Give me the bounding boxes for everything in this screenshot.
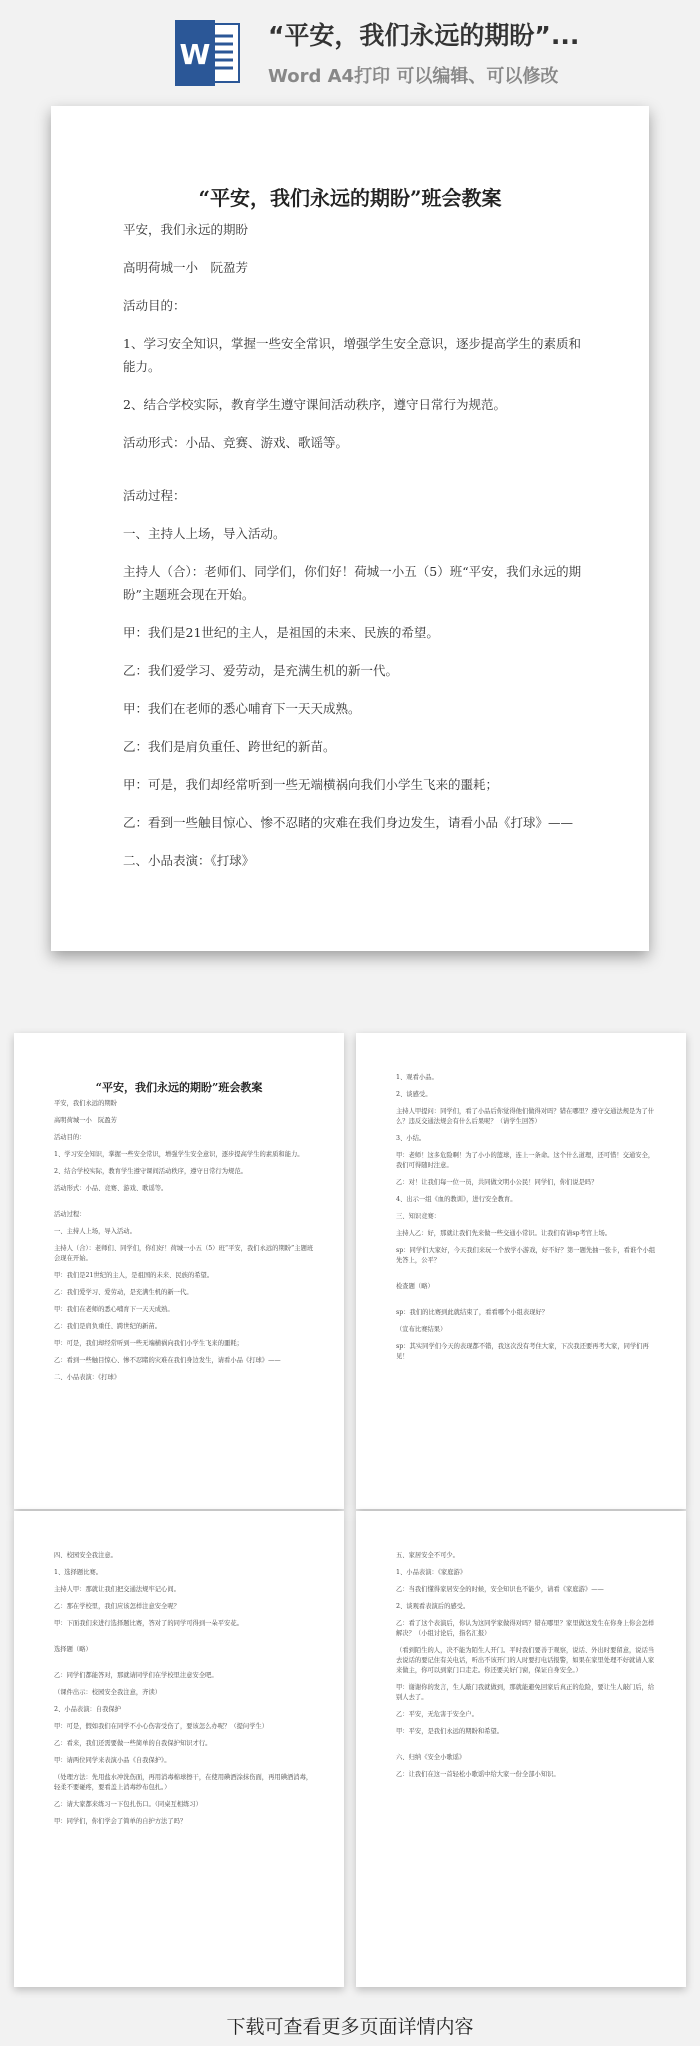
thumbnail-body xyxy=(396,1551,658,1787)
thumb-paragraph: 主持人（合）：老师们、同学们，你们好！荷城一小五（5）班“平安，我们永远的期盼”主题班会现在开始。 xyxy=(54,1245,314,1262)
thumb-paragraph: 乙：我们是肩负重任、跨世纪的新苗。 xyxy=(54,1323,162,1330)
doc-paragraph: 甲：我们是21世纪的主人，是祖国的未来、民族的希望。 xyxy=(123,625,439,640)
thumb-paragraph: 2、谈感受。 xyxy=(396,1091,432,1098)
thumb-paragraph: （看到陌生的人，决不能为陌生人开门。平时我们要善于观察，说话、外出时要留意，说话当去说话的要记住有关电话，听出不该开门的人时要打电话报警，如果在家里处理不好就请人家来做主，你可以到家门口走走。你还要关好门窗，保证自身安全。） xyxy=(396,1647,655,1674)
thumb-paragraph: sp：同学们大家好，今天我们来玩一个放学小游戏，好不好？第一题先抽一张卡，看谁个小组先答上，公平？ xyxy=(396,1247,656,1264)
thumbnail-body xyxy=(54,1099,316,1390)
thumb-paragraph: sp：其实同学们今天的表现都不错，我这次没有考住大家，下次我还要再考大家，同学们再见！ xyxy=(396,1343,649,1360)
thumb-paragraph: 一、主持人上场，导入活动。 xyxy=(54,1228,136,1235)
thumb-paragraph: 2、谈观看表演后的感受。 xyxy=(396,1603,470,1610)
thumb-paragraph: 乙：同学们都能答对，那就请同学们在学校里注意安全吧。 xyxy=(54,1672,218,1679)
doc-paragraph: 乙：我们爱学习、爱劳动，是充满生机的新一代。 xyxy=(123,663,399,678)
thumb-paragraph: 1、选择题比赛。 xyxy=(54,1569,103,1576)
thumb-paragraph: 主持人甲提问：同学们，看了小品后你觉得他们做得对吗？错在哪里？遵守交通法规是为了什么？违反交通法规会有什么后果呢？（请学生回答） xyxy=(396,1108,655,1125)
page-header xyxy=(0,0,700,100)
thumb-paragraph: 三、知识竞赛： xyxy=(396,1213,441,1220)
thumb-paragraph: （课件出示：校园安全我注意，齐读） xyxy=(54,1689,162,1696)
thumb-paragraph: 甲：可是，我们却经常听到一些无端横祸向我们小学生飞来的噩耗； xyxy=(54,1340,243,1347)
doc-paragraph: 甲：我们在老师的悉心哺育下一天天成熟。 xyxy=(123,701,361,716)
doc-paragraph: 活动过程： xyxy=(123,488,186,503)
doc-paragraph: 二、小品表演：《打球》 xyxy=(123,853,255,868)
thumb-paragraph: 六、归纳《安全小歌谣》 xyxy=(396,1754,466,1761)
thumb-paragraph: 乙：那在学校里，我们应该怎样注意安全呢？ xyxy=(54,1603,180,1610)
thumb-paragraph: 选择题（略） xyxy=(54,1646,92,1653)
thumb-paragraph: 乙：对！让我们每一位一员，共同做文明小公民！同学们，你们说是吗？ xyxy=(396,1179,598,1186)
doc-paragraph: 主持人（合）：老师们、同学们，你们好！荷城一小五（5）班“平安，我们永远的期盼”主题班会现在开始。 xyxy=(123,564,582,602)
thumb-paragraph: 活动过程： xyxy=(54,1211,86,1218)
thumb-paragraph: 检查题（略） xyxy=(396,1283,434,1290)
thumb-paragraph: 二、小品表演：《打球》 xyxy=(54,1374,121,1381)
thumb-paragraph: 活动目的： xyxy=(54,1134,86,1141)
page-thumbnail-4[interactable] xyxy=(356,1511,686,1987)
thumb-paragraph: 甲：我们在老师的悉心哺育下一天天成熟。 xyxy=(54,1306,174,1313)
thumbnail-title: “平安，我们永远的期盼”班会教案 xyxy=(95,1081,263,1094)
thumb-paragraph: 1、小品表演：《家庭游》 xyxy=(396,1569,467,1576)
thumb-paragraph: 1、观看小品。 xyxy=(396,1074,438,1081)
thumb-paragraph: 四、校园安全我注意。 xyxy=(54,1552,117,1559)
thumb-paragraph: 乙：让我们在这一首轻松小歌谣中给大家一份全部小知识。 xyxy=(396,1771,560,1778)
doc-paragraph: 活动形式：小品、竞赛、游戏、歌谣等。 xyxy=(123,435,349,450)
thumbnail-body xyxy=(54,1551,316,1834)
thumb-paragraph: 甲：下面我们来进行选择题比赛，答对了的同学可得到一朵平安花。 xyxy=(54,1620,243,1627)
page-subtitle: Word A4打印 可以编辑、可以修改 xyxy=(268,66,559,87)
thumb-paragraph: 2、结合学校实际，教育学生遵守课间活动秩序，遵守日常行为规范。 xyxy=(54,1168,247,1175)
more-pages-link[interactable]: 下载可查看更多页面详情内容 xyxy=(226,2016,474,2038)
page-title: “平安，我们永远的期盼”... xyxy=(268,21,580,50)
thumb-paragraph: 主持人甲：那就让我们把交通法规牢记心间。 xyxy=(54,1586,180,1593)
document-title: “平安，我们永远的期盼”班会教案 xyxy=(198,186,502,210)
thumb-paragraph: 乙：当我们懂得家居安全的时候，安全知识也不能少，请看《家庭游》—— xyxy=(396,1586,604,1593)
thumb-paragraph: 甲：老师！这多危险啊！为了小小的篮球，连上一条命。这个什么道理，还可惜！交通安全，我们可得随时注意。 xyxy=(396,1152,655,1169)
page-thumbnail-1[interactable] xyxy=(14,1033,344,1509)
thumb-paragraph: 甲：同学们，你们学会了简单的自护方法了吗？ xyxy=(54,1818,187,1825)
document-page-main xyxy=(51,106,649,951)
doc-paragraph: 一、主持人上场，导入活动。 xyxy=(123,526,286,541)
thumb-paragraph: （处理方法：先用盐水冲洗伤面，再用消毒棉球擦干，在使用碘酒涂抹伤面，再用碘酒消毒，轻柔不要碰疼，要看盖上消毒纱布包扎。） xyxy=(54,1774,313,1791)
thumbnail-body xyxy=(396,1073,658,1369)
doc-paragraph: 乙：我们是肩负重任、跨世纪的新苗。 xyxy=(123,739,336,754)
document-body xyxy=(123,218,593,887)
thumb-paragraph: sp：我们的比赛到此就结束了，看看哪个小组表现好？ xyxy=(396,1309,549,1316)
doc-paragraph: 甲：可是，我们却经常听到一些无端横祸向我们小学生飞来的噩耗； xyxy=(123,777,499,792)
word-doc-icon xyxy=(175,20,241,86)
thumb-paragraph: 乙：请大家都来练习一下包扎伤口。（同桌互相练习） xyxy=(54,1801,202,1808)
thumb-paragraph: 乙：平安，无危害于安全户。 xyxy=(396,1711,478,1718)
thumb-paragraph: 2、小品表演：自我保护 xyxy=(54,1706,121,1713)
thumb-paragraph: 高明荷城一小 阮盈芳 xyxy=(54,1117,117,1124)
thumb-paragraph: 甲：谢谢你的发言，生人敲门我就做到，那就能避免回家后真正的危险，要让生人敲门后，给别人去了。 xyxy=(396,1684,655,1701)
thumb-paragraph: 3、小结。 xyxy=(396,1135,426,1142)
doc-paragraph: 1、学习安全知识，掌握一些安全常识，增强学生安全意识，逐步提高学生的素质和能力。 xyxy=(123,336,581,374)
thumb-paragraph: 1、学习安全知识，掌握一些安全常识，增强学生安全意识，逐步提高学生的素质和能力。 xyxy=(54,1151,304,1158)
thumb-paragraph: 五、家居安全不可少。 xyxy=(396,1552,459,1559)
word-icon-letter: W xyxy=(179,38,211,71)
doc-paragraph: 平安，我们永远的期盼 xyxy=(123,222,249,237)
thumb-paragraph: 平安，我们永远的期盼 xyxy=(54,1100,117,1107)
thumb-paragraph: 甲：我们是21世纪的主人，是祖国的未来、民族的希望。 xyxy=(54,1272,214,1279)
doc-paragraph: 高明荷城一小 阮盈芳 xyxy=(123,260,249,275)
thumb-paragraph: （宣布比赛结果） xyxy=(396,1326,447,1333)
thumb-paragraph: 乙：看了这个表演后，你认为这同学家做得对吗？错在哪里？家里做这发生在你身上你会怎样解决？（小组讨论后，指名汇报） xyxy=(396,1620,655,1637)
doc-paragraph: 活动目的： xyxy=(123,298,186,313)
thumb-paragraph: 甲：请两位同学来表演小品《自我保护》。 xyxy=(54,1757,171,1764)
doc-paragraph: 乙：看到一些触目惊心、惨不忍睹的灾难在我们身边发生，请看小品《打球》—— xyxy=(123,815,574,830)
thumb-paragraph: 乙：看来，我们还需要做一些简单的自我保护知识才行。 xyxy=(54,1740,212,1747)
doc-paragraph: 2、结合学校实际，教育学生遵守课间活动秩序，遵守日常行为规范。 xyxy=(123,397,506,412)
thumb-paragraph: 乙：我们爱学习、爱劳动，是充满生机的新一代。 xyxy=(54,1289,193,1296)
thumb-paragraph: 甲：平安，是我们永远的期盼和希望。 xyxy=(396,1728,504,1735)
page-thumbnail-3[interactable] xyxy=(14,1511,344,1987)
thumb-paragraph: 活动形式：小品、竞赛、游戏、歌谣等。 xyxy=(54,1185,168,1192)
thumb-paragraph: 甲：可是，假如我们在同学不小心伤害受伤了，要该怎么办呢？（提问学生） xyxy=(54,1723,269,1730)
thumb-paragraph: 主持人乙：好，那就让我们先来做一些交通小常识。让我们有请sp考官上场。 xyxy=(396,1230,612,1237)
page-thumbnail-2[interactable] xyxy=(356,1033,686,1509)
thumb-paragraph: 乙：看到一些触目惊心、惨不忍睹的灾难在我们身边发生，请看小品《打球》—— xyxy=(54,1357,281,1364)
thumb-paragraph: 4、出示一组《血的教训》，进行安全教育。 xyxy=(396,1196,517,1203)
